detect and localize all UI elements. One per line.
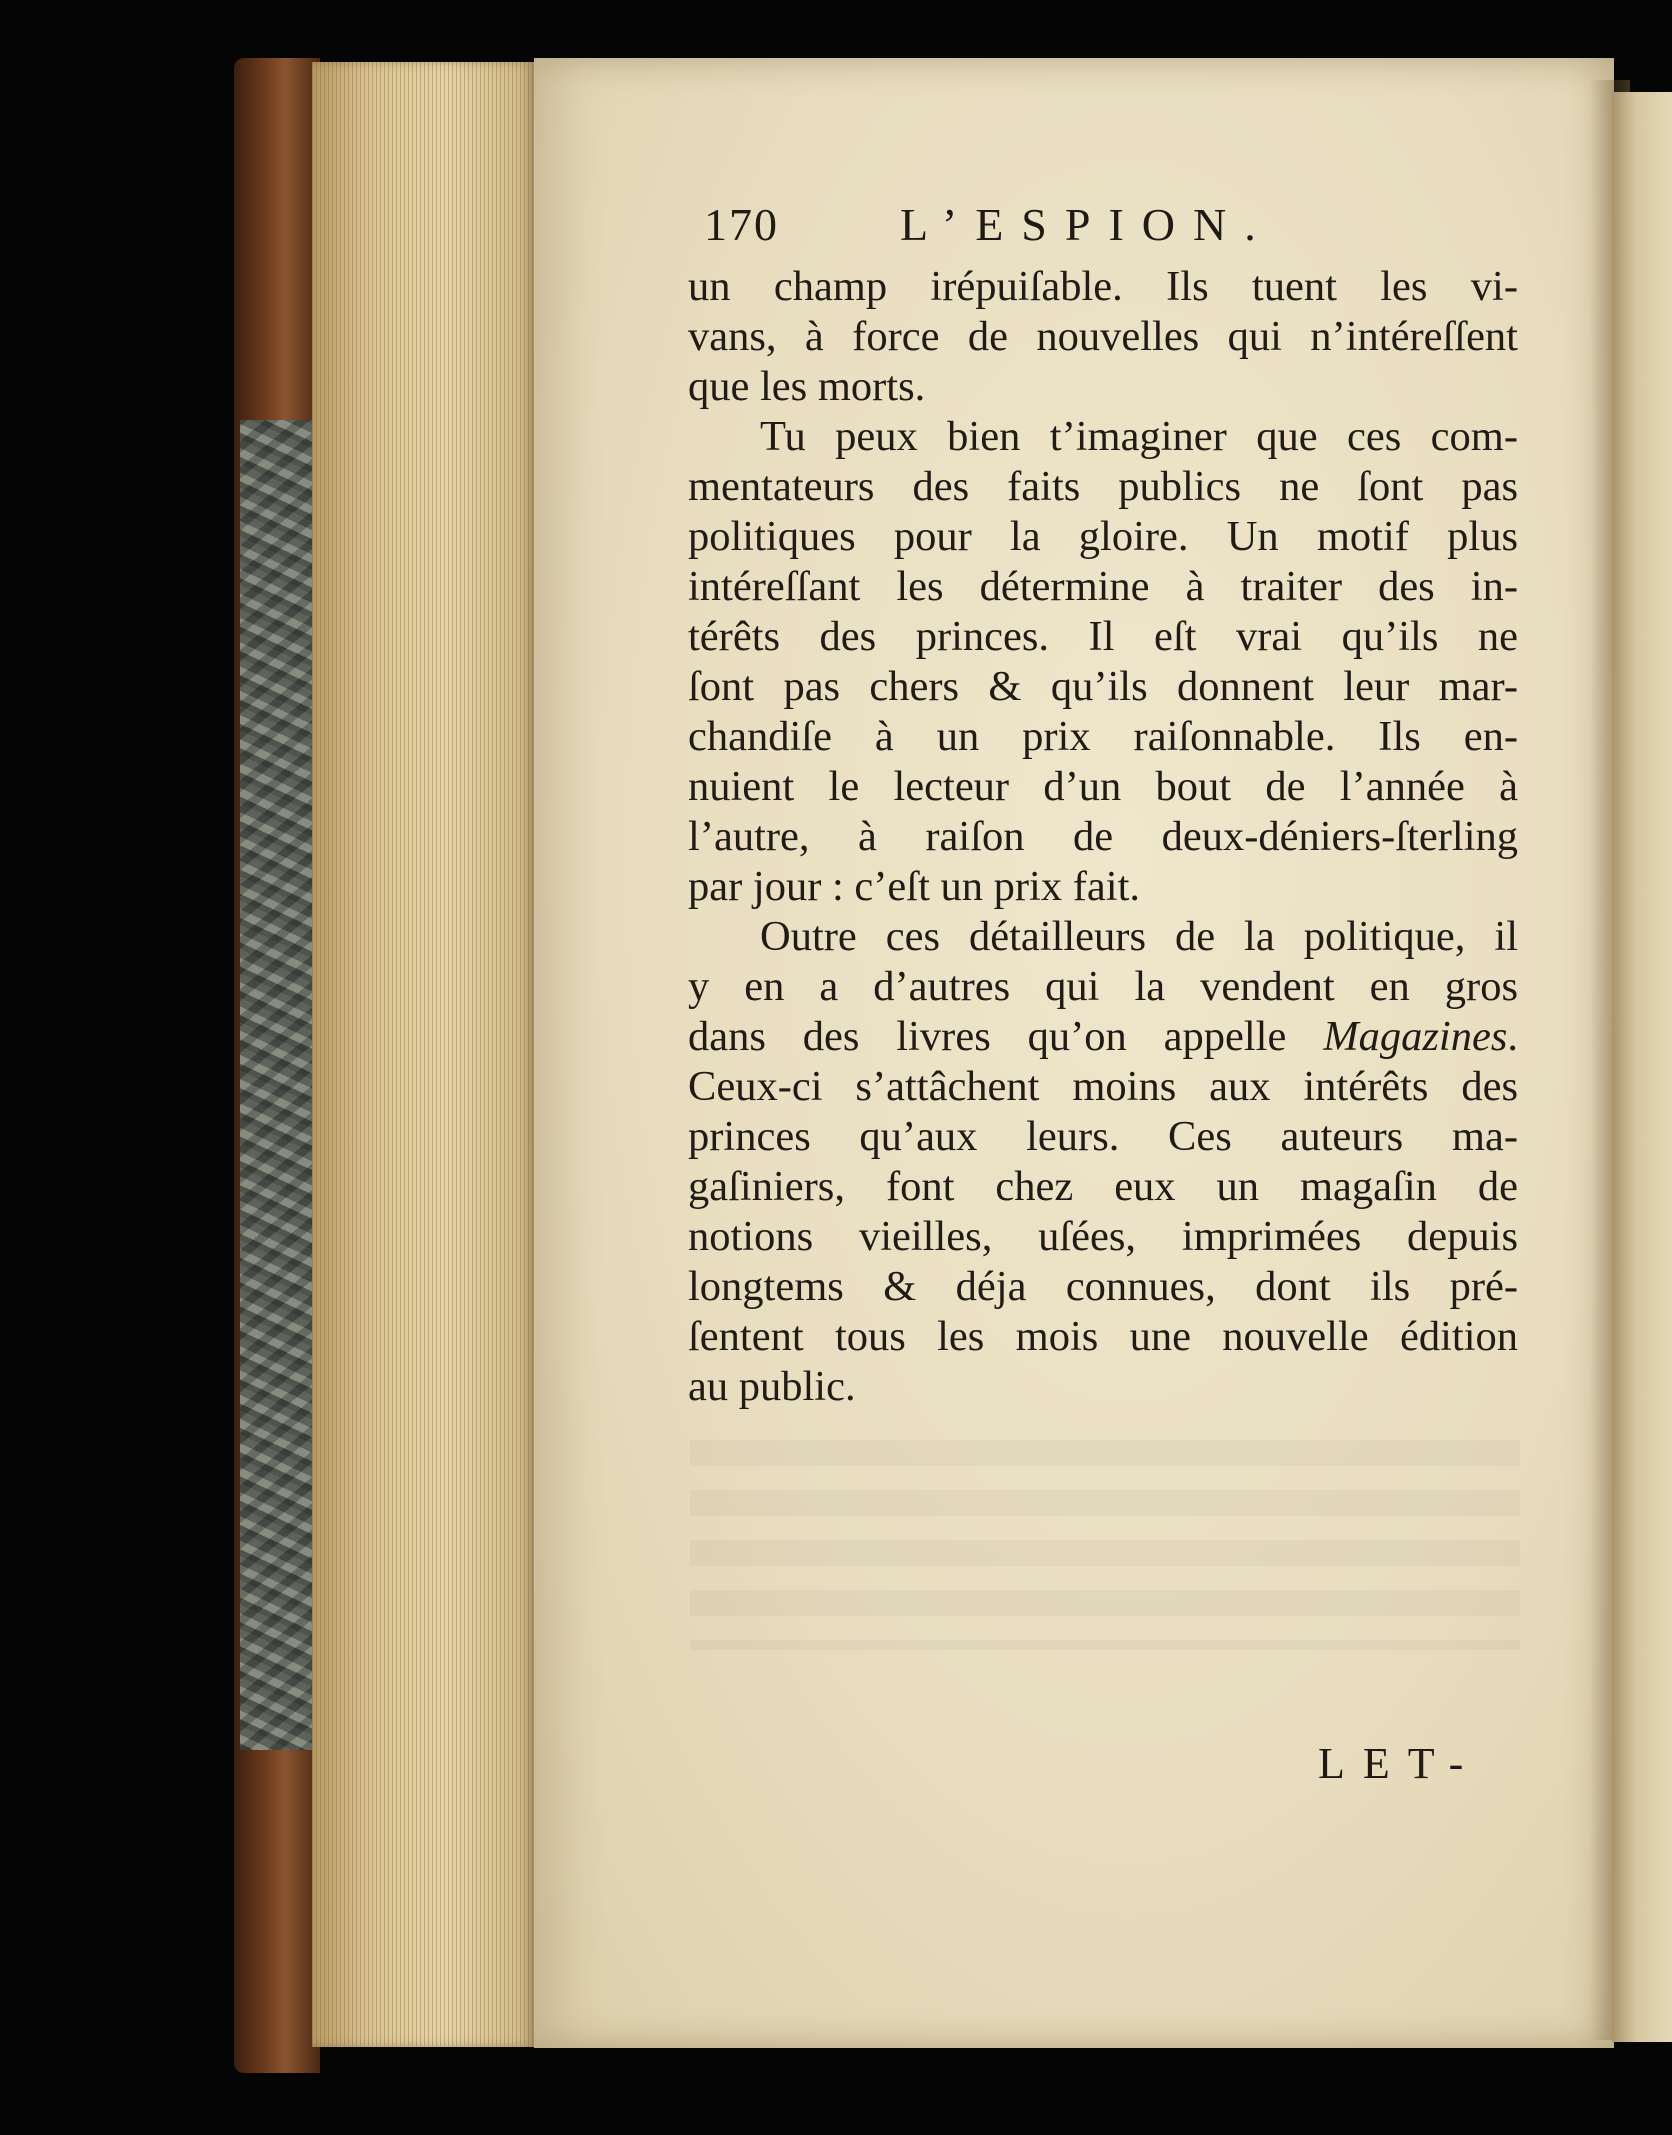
text-line: Outre ces détailleurs de la politique, il (760, 913, 1518, 960)
text-line: longtems & déja connues, dont ils pré- (688, 1263, 1518, 1310)
text-line: gaſiniers, font chez eux un magaſin de (688, 1163, 1518, 1210)
text-line: dans des livres qu’on appelle Magazines. (688, 1013, 1518, 1060)
text-line: nuient le lecteur d’un bout de l’année à (688, 763, 1518, 810)
text-line: politiques pour la gloire. Un motif plus (688, 513, 1518, 560)
text-line: un champ irépuiſable. Ils tuent les vi- (688, 263, 1518, 310)
page-header (704, 198, 1324, 258)
text-line: princes qu’aux leurs. Ces auteurs ma- (688, 1113, 1518, 1160)
text-line: que les morts. (688, 363, 926, 410)
text-line: Tu peux bien t’imaginer que ces com- (760, 413, 1518, 460)
body-text (688, 262, 1518, 1412)
text-line: notions vieilles, uſées, imprimées depuis (688, 1213, 1518, 1260)
text-line: y en a d’autres qui la vendent en gros (688, 963, 1518, 1010)
text-line: mentateurs des faits publics ne ſont pas (688, 463, 1518, 510)
text-line: par jour : c’eſt un prix fait. (688, 863, 1140, 910)
text-line: térêts des princes. Il eſt vrai qu’ils ne (688, 613, 1518, 660)
text-line: vans, à force de nouvelles qui n’intéreſſent (688, 313, 1518, 360)
page-edges (312, 62, 534, 2047)
text-line: intéreſſant les détermine à traiter des in- (688, 563, 1518, 610)
text-line: ſentent tous les mois une nouvelle édition (688, 1313, 1518, 1360)
italic-word: Magazines (1323, 1013, 1508, 1060)
page-number: 170 (704, 199, 779, 250)
text-line: ſont pas chers & qu’ils donnent leur mar- (688, 663, 1518, 710)
catchword: LET- (1318, 1739, 1482, 1788)
text-line: l’autre, à raiſon de deux-déniers-ſterling (688, 813, 1518, 860)
running-title: L’ESPION. (900, 199, 1274, 250)
marbled-cover-panel (240, 420, 312, 1750)
text-line: Ceux-ci s’attâchent moins aux intérêts des (688, 1063, 1518, 1110)
text-line: au public. (688, 1363, 856, 1410)
show-through-text (690, 1440, 1520, 1650)
text-line: chandiſe à un prix raiſonnable. Ils en- (688, 713, 1518, 760)
facing-page-edge (1612, 92, 1672, 2042)
